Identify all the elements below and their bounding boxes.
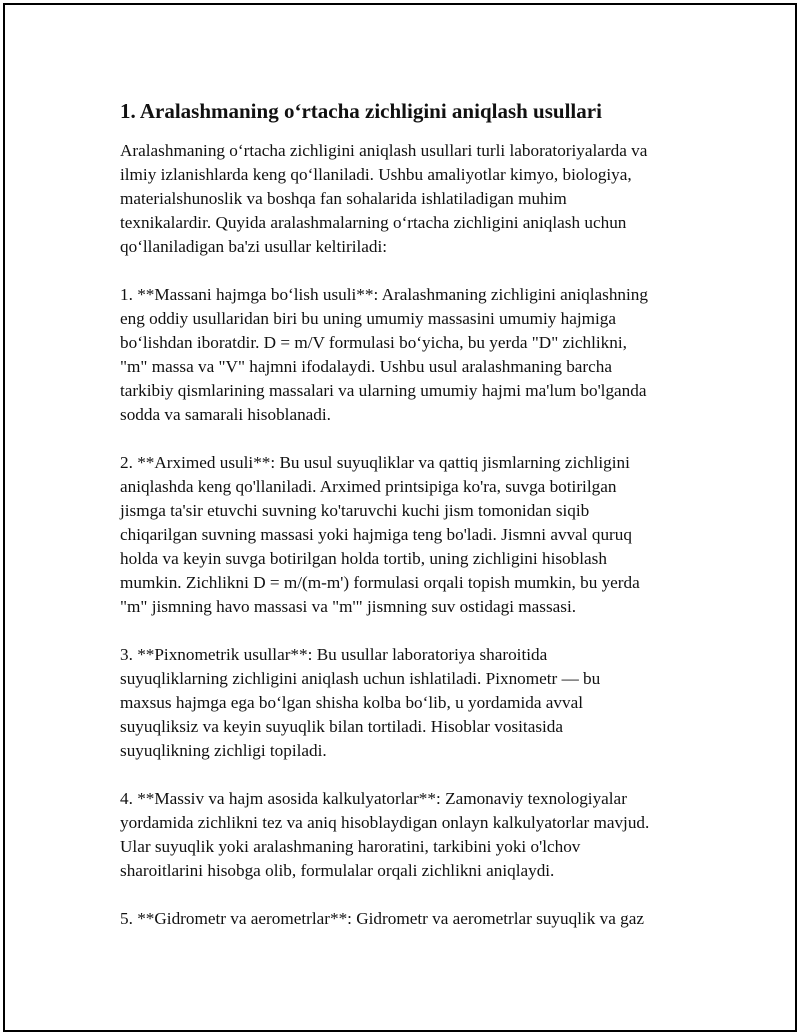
text-line: holda va keyin suvga botirilgan holda tortib, uning zichligini hisoblash bbox=[120, 549, 607, 568]
text-line: suyuqlikning zichligi topiladi. bbox=[120, 741, 327, 760]
text-line: sharoitlarini hisobga olib, formulalar orqali zichlikni aniqlaydi. bbox=[120, 861, 555, 880]
method-3-paragraph bbox=[120, 643, 710, 763]
text-line: aniqlashda keng qo'llaniladi. Arximed printsipiga ko'ra, suvga botirilgan bbox=[120, 477, 617, 496]
text-line: sodda va samarali hisoblanadi. bbox=[120, 405, 331, 424]
page-frame bbox=[3, 3, 797, 1032]
method-5-paragraph bbox=[120, 907, 710, 931]
text-line: eng oddiy usullaridan biri bu uning umumiy massasini umumiy hajmiga bbox=[120, 309, 617, 328]
text-line: 5. **Gidrometr va aerometrlar**: Gidrometr va aerometrlar suyuqlik va gaz bbox=[120, 909, 645, 928]
text-line: texnikalardir. Quyida aralashmalarning oʻrtacha zichligini aniqlash uchun bbox=[120, 213, 627, 232]
page-title: 1. Aralashmaning oʻrtacha zichligini aniqlash usullari bbox=[120, 99, 602, 123]
text-line: jismga ta'sir etuvchi suvning ko'taruvchi kuchi jism tomonidan siqib bbox=[120, 501, 590, 520]
text-line: chiqarilgan suvning massasi yoki hajmiga teng bo'ladi. Jismni avval quruq bbox=[120, 525, 632, 544]
method-2-paragraph bbox=[120, 451, 710, 619]
text-line: 2. **Arximed usuli**: Bu usul suyuqliklar va qattiq jismlarning zichligini bbox=[120, 453, 630, 472]
text-line: mumkin. Zichlikni D = m/(m-m') formulasi orqali topish mumkin, bu yerda bbox=[120, 573, 640, 592]
text-line: suyuqliksiz va keyin suyuqlik bilan tortiladi. Hisoblar vositasida bbox=[120, 717, 564, 736]
text-line: tarkibiy qismlarining massalari va ularning umumiy hajmi ma'lum bo'lganda bbox=[120, 381, 647, 400]
text-line: yordamida zichlikni tez va aniq hisoblaydigan onlayn kalkulyatorlar mavjud. bbox=[120, 813, 650, 832]
text-line: suyuqliklarning zichligini aniqlash uchun ishlatiladi. Pixnometr — bu bbox=[120, 669, 601, 688]
text-line: boʻlishdan iboratdir. D = m/V formulasi boʻyicha, bu yerda "D" zichlikni, bbox=[120, 333, 627, 352]
text-line: materialshunoslik va boshqa fan sohalarida ishlatiladigan muhim bbox=[120, 189, 567, 208]
text-line: maxsus hajmga ega boʻlgan shisha kolba boʻlib, u yordamida avval bbox=[120, 693, 583, 712]
text-line: "m" jismning havo massasi va "m'" jismning suv ostidagi massasi. bbox=[120, 597, 577, 616]
document-body bbox=[120, 97, 710, 955]
text-line: 3. **Pixnometrik usullar**: Bu usullar laboratoriya sharoitida bbox=[120, 645, 548, 664]
text-line: qoʻllaniladigan ba'zi usullar keltiriladi: bbox=[120, 237, 388, 256]
intro-paragraph bbox=[120, 139, 710, 259]
method-1-paragraph bbox=[120, 283, 710, 427]
text-line: ilmiy izlanishlarda keng qoʻllaniladi. Ushbu amaliyotlar kimyo, biologiya, bbox=[120, 165, 632, 184]
text-line: 1. **Massani hajmga boʻlish usuli**: Aralashmaning zichligini aniqlashning bbox=[120, 285, 648, 304]
method-4-paragraph bbox=[120, 787, 710, 883]
text-line: "m" massa va "V" hajmni ifodalaydi. Ushbu usul aralashmaning barcha bbox=[120, 357, 613, 376]
text-line: Aralashmaning oʻrtacha zichligini aniqlash usullari turli laboratoriyalarda va bbox=[120, 141, 648, 160]
text-line: 4. **Massiv va hajm asosida kalkulyatorlar**: Zamonaviy texnologiyalar bbox=[120, 789, 627, 808]
text-line: Ular suyuqlik yoki aralashmaning haroratini, tarkibini yoki o'lchov bbox=[120, 837, 581, 856]
